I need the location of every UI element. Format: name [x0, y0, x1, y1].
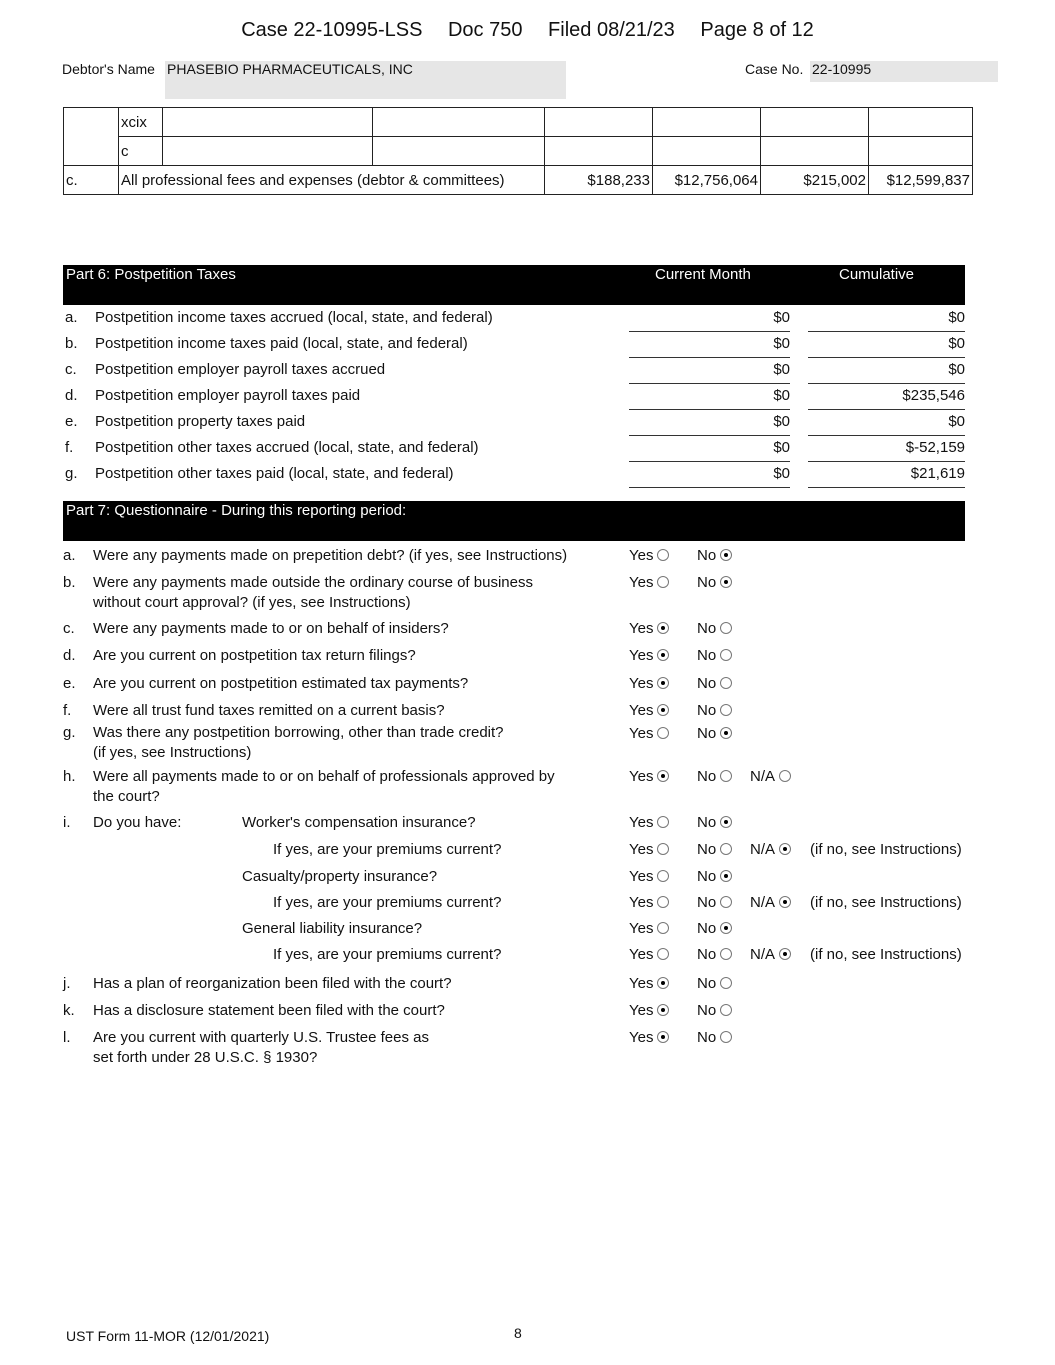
option-label: Yes — [629, 725, 654, 742]
filed-date: Filed 08/21/23 — [548, 19, 675, 41]
option-label: Yes — [629, 675, 654, 692]
col-cumulative: Cumulative — [839, 266, 915, 283]
option-label: (if no, see Instructions) — [810, 841, 962, 858]
tax-label: Postpetition other taxes accrued (local, state, and federal) — [95, 439, 479, 456]
question-text: Were all trust fund taxes remitted on a current basis? — [93, 702, 445, 719]
option-label: No — [697, 620, 717, 637]
case-no-field: 22-10995 — [810, 61, 998, 82]
option-label: No — [697, 1029, 717, 1046]
radio-option-yes[interactable] — [629, 573, 669, 593]
question-letter: j. — [63, 975, 71, 992]
question-letter: h. — [63, 768, 76, 785]
tax-current: $0 — [629, 413, 790, 436]
tax-cumulative: $-52,159 — [808, 439, 965, 462]
option-label: (if no, see Instructions) — [810, 894, 962, 911]
part7-title: Part 7: Questionnaire - During this reporting period: — [66, 502, 407, 519]
tax-current: $0 — [629, 361, 790, 384]
tax-current: $0 — [629, 387, 790, 410]
option-label: N/A — [750, 894, 776, 911]
radio-option-no[interactable] — [697, 1001, 732, 1021]
table-row — [64, 137, 973, 166]
tax-current: $0 — [629, 335, 790, 358]
radio-button[interactable] — [657, 977, 669, 989]
tax-row: b. Postpetition income taxes paid (local, state, and federal) $0 $0 — [63, 333, 968, 359]
question-text: Were any payments made to or on behalf of insiders? — [93, 620, 449, 637]
question-letter: l. — [63, 1029, 71, 1046]
option-label: Yes — [629, 768, 654, 785]
part6-header — [63, 265, 965, 305]
radio-option-no[interactable] — [697, 724, 732, 744]
total-value: $12,599,837 — [869, 166, 973, 195]
option-label: Yes — [629, 574, 654, 591]
row-number: xcix — [119, 108, 163, 137]
option-label: No — [697, 920, 717, 937]
tax-label: Postpetition employer payroll taxes accrued — [95, 361, 386, 378]
debtor-name-field: PHASEBIO PHARMACEUTICALS, INC — [165, 61, 566, 99]
radio-option-no[interactable] — [697, 674, 732, 694]
tax-row: e. Postpetition property taxes paid $0 $0 — [63, 411, 968, 437]
option-label: Yes — [629, 946, 654, 963]
radio-button[interactable] — [657, 649, 669, 661]
radio-button[interactable] — [657, 770, 669, 782]
radio-button[interactable] — [657, 870, 669, 882]
radio-option-na[interactable] — [750, 945, 791, 965]
radio-button[interactable] — [720, 922, 732, 934]
question-letter: e. — [63, 675, 76, 692]
tax-row: g. Postpetition other taxes paid (local, state, and federal) $0 $21,619 — [63, 463, 968, 489]
case-no-label: Case No. — [745, 61, 804, 77]
total-value: $215,002 — [761, 166, 869, 195]
see-instructions-note — [810, 945, 962, 965]
radio-button[interactable] — [657, 896, 669, 908]
tax-cumulative: $235,546 — [808, 387, 965, 410]
radio-button[interactable] — [720, 576, 732, 588]
radio-option-yes[interactable] — [629, 701, 669, 721]
tax-current: $0 — [629, 465, 790, 488]
tax-cumulative: $0 — [808, 413, 965, 436]
radio-button[interactable] — [657, 677, 669, 689]
professional-fees-table — [63, 107, 973, 195]
radio-button[interactable] — [720, 816, 732, 828]
radio-option-no[interactable] — [697, 813, 732, 833]
table-row — [64, 108, 973, 137]
total-label: All professional fees and expenses (debtor & committees) — [119, 166, 545, 195]
option-label: No — [697, 894, 717, 911]
radio-option-yes[interactable] — [629, 945, 669, 965]
radio-option-yes[interactable] — [629, 646, 669, 666]
radio-button[interactable] — [657, 816, 669, 828]
radio-option-yes[interactable] — [629, 893, 669, 913]
radio-option-yes[interactable] — [629, 1028, 669, 1048]
radio-button[interactable] — [657, 727, 669, 739]
question-text: Do you have: — [93, 814, 182, 831]
radio-button[interactable] — [720, 843, 732, 855]
radio-button[interactable] — [657, 1004, 669, 1016]
option-label: No — [697, 675, 717, 692]
radio-button[interactable] — [720, 1004, 732, 1016]
radio-button[interactable] — [720, 977, 732, 989]
case-number-header: Case 22-10995-LSS — [241, 19, 423, 41]
tax-label: Postpetition employer payroll taxes paid — [95, 387, 361, 404]
radio-button[interactable] — [657, 948, 669, 960]
option-label: Yes — [629, 647, 654, 664]
radio-option-yes[interactable] — [629, 674, 669, 694]
tax-cumulative: $0 — [808, 309, 965, 332]
option-label: Yes — [629, 894, 654, 911]
question-text: Has a disclosure statement been filed with the court? — [93, 1002, 445, 1019]
option-label: (if no, see Instructions) — [810, 946, 962, 963]
premiums-question: If yes, are your premiums current? — [273, 841, 502, 858]
radio-option-yes[interactable] — [629, 867, 669, 887]
row-number: c — [119, 137, 163, 166]
question-text-cont: without court approval? (if yes, see Instructions) — [93, 594, 411, 611]
option-label: No — [697, 841, 717, 858]
radio-option-no[interactable] — [697, 546, 732, 566]
radio-button[interactable] — [720, 1031, 732, 1043]
question-text-cont: (if yes, see Instructions) — [93, 744, 252, 761]
radio-button[interactable] — [720, 870, 732, 882]
form-number: UST Form 11-MOR (12/01/2021) — [66, 1328, 270, 1344]
radio-option-na[interactable] — [750, 767, 791, 787]
option-label: No — [697, 975, 717, 992]
debtor-name-label: Debtor's Name — [62, 61, 155, 77]
radio-option-no[interactable] — [697, 919, 732, 939]
option-label: Yes — [629, 1002, 654, 1019]
radio-button[interactable] — [720, 649, 732, 661]
question-text: Are you current with quarterly U.S. Trustee fees as — [93, 1029, 429, 1046]
radio-option-yes[interactable] — [629, 840, 669, 860]
option-label: No — [697, 702, 717, 719]
radio-option-no[interactable] — [697, 646, 732, 666]
doc-number: Doc 750 — [447, 19, 523, 41]
question-text: Are you current on postpetition estimated tax payments? — [93, 675, 469, 692]
general-liability-question: General liability insurance? — [242, 920, 423, 937]
option-label: No — [697, 725, 717, 742]
radio-button[interactable] — [657, 549, 669, 561]
question-letter: f. — [63, 702, 72, 719]
radio-option-no[interactable] — [697, 1028, 732, 1048]
option-label: Yes — [629, 620, 654, 637]
question-text: Was there any postpetition borrowing, other than trade credit? — [93, 724, 504, 741]
option-label: Yes — [629, 1029, 654, 1046]
see-instructions-note — [810, 893, 962, 913]
fees-total-row — [64, 166, 973, 195]
radio-button[interactable] — [720, 896, 732, 908]
tax-row: c. Postpetition employer payroll taxes accrued $0 $0 — [63, 359, 968, 385]
radio-option-na[interactable] — [750, 840, 791, 860]
radio-option-no[interactable] — [697, 701, 732, 721]
option-label: N/A — [750, 946, 776, 963]
radio-option-yes[interactable] — [629, 919, 669, 939]
radio-button[interactable] — [720, 622, 732, 634]
tax-label: Postpetition income taxes accrued (local, state, and federal) — [95, 309, 493, 326]
question-text-cont: set forth under 28 U.S.C. § 1930? — [93, 1049, 318, 1066]
total-letter: c. — [64, 166, 119, 195]
radio-option-no[interactable] — [697, 867, 732, 887]
question-text: Are you current on postpetition tax return filings? — [93, 647, 416, 664]
question-text: Were any payments made on prepetition debt? (if yes, see Instructions) — [93, 547, 568, 564]
radio-button[interactable] — [779, 843, 791, 855]
question-text-cont: the court? — [93, 788, 160, 805]
radio-option-no[interactable] — [697, 945, 732, 965]
casualty-question: Casualty/property insurance? — [242, 868, 438, 885]
tax-row: a. Postpetition income taxes accrued (local, state, and federal) $0 $0 — [63, 307, 968, 333]
radio-button[interactable] — [720, 549, 732, 561]
radio-button[interactable] — [779, 896, 791, 908]
tax-current: $0 — [629, 439, 790, 462]
tax-cumulative: $0 — [808, 361, 965, 384]
radio-option-yes[interactable] — [629, 1001, 669, 1021]
radio-option-no[interactable] — [697, 619, 732, 639]
question-letter: d. — [63, 647, 76, 664]
page-number: 8 — [514, 1325, 522, 1341]
premiums-question: If yes, are your premiums current? — [273, 894, 502, 911]
tax-row: d. Postpetition employer payroll taxes paid $0 $235,546 — [63, 385, 968, 411]
radio-button[interactable] — [657, 622, 669, 634]
workers-comp-question: Worker's compensation insurance? — [242, 814, 476, 831]
radio-option-yes[interactable] — [629, 546, 669, 566]
radio-button[interactable] — [657, 576, 669, 588]
radio-option-yes[interactable] — [629, 974, 669, 994]
radio-option-no[interactable] — [697, 767, 732, 787]
tax-current: $0 — [629, 309, 790, 332]
radio-option-yes[interactable] — [629, 813, 669, 833]
option-label: N/A — [750, 841, 776, 858]
radio-option-yes[interactable] — [629, 724, 669, 744]
option-label: Yes — [629, 841, 654, 858]
option-label: No — [697, 1002, 717, 1019]
option-label: N/A — [750, 768, 776, 785]
page-indicator: Page 8 of 12 — [700, 19, 814, 41]
total-value: $12,756,064 — [653, 166, 761, 195]
radio-option-no[interactable] — [697, 893, 732, 913]
radio-option-no[interactable] — [697, 974, 732, 994]
radio-button[interactable] — [720, 948, 732, 960]
option-label: No — [697, 647, 717, 664]
col-current-month: Current Month — [655, 266, 751, 283]
question-letter: b. — [63, 574, 76, 591]
radio-option-na[interactable] — [750, 893, 791, 913]
radio-option-no[interactable] — [697, 573, 732, 593]
premiums-question: If yes, are your premiums current? — [273, 946, 502, 963]
part6-title: Part 6: Postpetition Taxes — [66, 266, 236, 283]
tax-label: Postpetition other taxes paid (local, state, and federal) — [95, 465, 454, 482]
radio-option-no[interactable] — [697, 840, 732, 860]
tax-cumulative: $21,619 — [808, 465, 965, 488]
option-label: Yes — [629, 920, 654, 937]
radio-button[interactable] — [779, 948, 791, 960]
question-text: Were all payments made to or on behalf of professionals approved by — [93, 768, 555, 785]
option-label: No — [697, 814, 717, 831]
question-text: Has a plan of reorganization been filed with the court? — [93, 975, 452, 992]
part7-header — [63, 501, 965, 541]
see-instructions-note — [810, 840, 962, 860]
question-letter: c. — [63, 620, 75, 637]
radio-button[interactable] — [657, 704, 669, 716]
question-letter: k. — [63, 1002, 75, 1019]
question-text: Were any payments made outside the ordinary course of business — [93, 574, 533, 591]
tax-label: Postpetition income taxes paid (local, state, and federal) — [95, 335, 468, 352]
tax-cumulative: $0 — [808, 335, 965, 358]
radio-button[interactable] — [779, 770, 791, 782]
radio-button[interactable] — [720, 677, 732, 689]
radio-button[interactable] — [657, 1031, 669, 1043]
radio-button[interactable] — [657, 843, 669, 855]
option-label: Yes — [629, 702, 654, 719]
question-letter: a. — [63, 547, 76, 564]
question-letter: g. — [63, 724, 76, 741]
tax-label: Postpetition property taxes paid — [95, 413, 306, 430]
radio-button[interactable] — [720, 727, 732, 739]
option-label: Yes — [629, 547, 654, 564]
option-label: Yes — [629, 975, 654, 992]
option-label: Yes — [629, 868, 654, 885]
radio-button[interactable] — [720, 770, 732, 782]
radio-option-yes[interactable] — [629, 619, 669, 639]
option-label: No — [697, 868, 717, 885]
option-label: Yes — [629, 814, 654, 831]
option-label: No — [697, 574, 717, 591]
radio-option-yes[interactable] — [629, 767, 669, 787]
case-header — [0, 19, 1055, 42]
total-value: $188,233 — [545, 166, 653, 195]
option-label: No — [697, 946, 717, 963]
radio-button[interactable] — [720, 704, 732, 716]
tax-row: f. Postpetition other taxes accrued (local, state, and federal) $0 $-52,159 — [63, 437, 968, 463]
option-label: No — [697, 768, 717, 785]
radio-button[interactable] — [657, 922, 669, 934]
option-label: No — [697, 547, 717, 564]
question-letter: i. — [63, 814, 71, 831]
